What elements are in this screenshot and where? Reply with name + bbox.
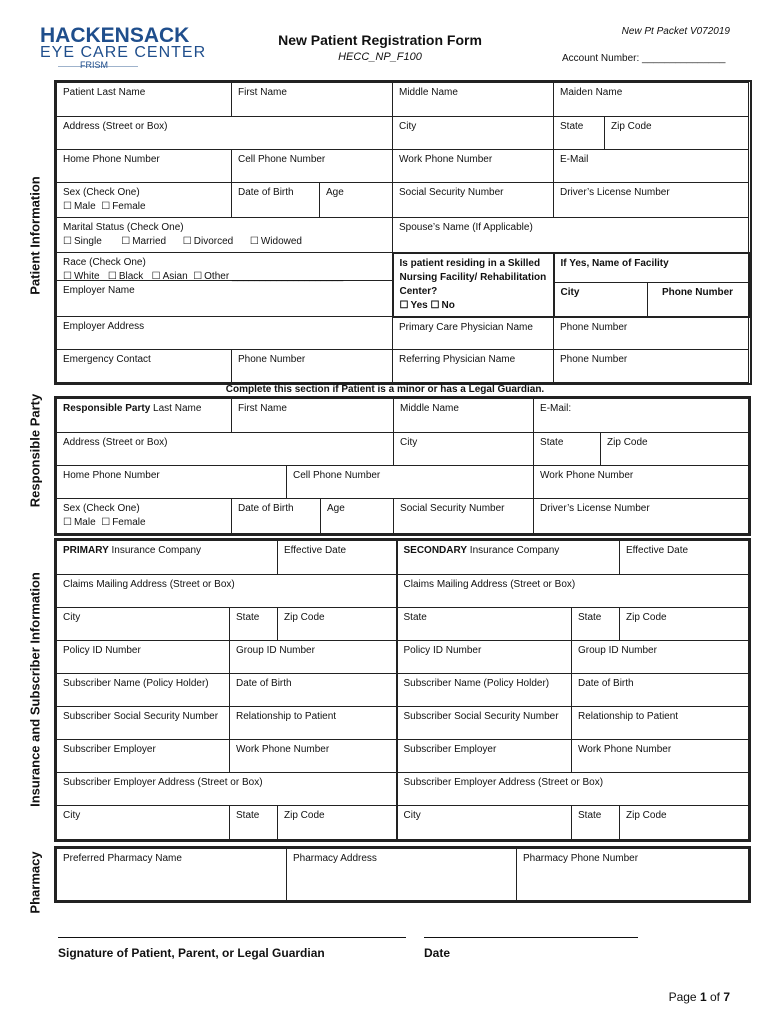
checkbox-single[interactable]: ☐ Single (63, 236, 102, 247)
responsible-party-table (56, 398, 749, 534)
checkbox-female[interactable]: ☐ Female (101, 201, 145, 212)
secondary-claims-field[interactable]: Claims Mailing Address (Street or Box) (397, 575, 749, 608)
primary-employer-address-field[interactable]: Subscriber Employer Address (Street or Box) (57, 773, 397, 806)
primary-emp-zip-field[interactable]: Zip Code (278, 806, 397, 840)
primary-emp-city-field[interactable]: City (57, 806, 230, 840)
patient-last-name-field[interactable]: Patient Last Name (57, 83, 232, 117)
resp-first-name-field[interactable]: First Name (232, 399, 394, 433)
primary-insurance-field[interactable]: PRIMARY Insurance Company (57, 541, 278, 575)
pharmacy-table (56, 848, 749, 901)
primary-effective-field[interactable]: Effective Date (278, 541, 397, 575)
pharmacy-phone-field[interactable]: Pharmacy Phone Number (517, 849, 749, 901)
secondary-state-field[interactable]: State (572, 608, 620, 641)
secondary-relationship-field[interactable]: Relationship to Patient (572, 707, 749, 740)
logo-title: HACKENSACK (40, 24, 190, 47)
form-code: HECC_NP_F100 (338, 51, 422, 63)
patient-sex-field[interactable]: Sex (Check One) ☐ Male ☐ Female (57, 183, 232, 218)
resp-age-field[interactable]: Age (321, 499, 394, 534)
resp-zip-field[interactable]: Zip Code (601, 433, 749, 466)
patient-age-field[interactable]: Age (320, 183, 393, 218)
nursing-facility-question[interactable]: Is patient residing in a Skilled Nursing Facility/ Rehabilitation Center? ☐ Yes ☐ No (393, 253, 554, 317)
section-label-insurance: Insurance and Subscriber Information (27, 572, 43, 807)
patient-emergency-field[interactable]: Emergency Contact (57, 350, 232, 383)
resp-last-name-field[interactable]: Responsible Party Last Name (57, 399, 232, 433)
resp-middle-name-field[interactable]: Middle Name (394, 399, 534, 433)
patient-address-field[interactable]: Address (Street or Box) (57, 117, 393, 150)
primary-subscriber-ssn-field[interactable]: Subscriber Social Security Number (57, 707, 230, 740)
logo-frism: FRISM (80, 60, 108, 70)
secondary-subscriber-name-field[interactable]: Subscriber Name (Policy Holder) (397, 674, 572, 707)
secondary-work-phone-field[interactable]: Work Phone Number (572, 740, 749, 773)
facility-city-field[interactable]: City (555, 283, 648, 316)
checkbox-yes[interactable]: ☐ Yes (400, 300, 428, 311)
patient-work-phone-field[interactable]: Work Phone Number (393, 150, 554, 183)
date-line[interactable] (424, 937, 638, 938)
resp-address-field[interactable]: Address (Street or Box) (57, 433, 394, 466)
pharmacy-address-field[interactable]: Pharmacy Address (287, 849, 517, 901)
form-title: New Patient Registration Form (278, 32, 482, 48)
checkbox-other[interactable]: ☐ Other ____________________ (193, 271, 343, 282)
patient-maiden-name-field[interactable]: Maiden Name (554, 83, 749, 117)
packet-version: New Pt Packet V072019 (621, 26, 730, 37)
secondary-subscriber-dob-field[interactable]: Date of Birth (572, 674, 749, 707)
patient-referring-phone-field[interactable]: Phone Number (554, 350, 749, 383)
facility-phone-field[interactable]: Phone Number (661, 286, 734, 298)
secondary-zip-field[interactable]: Zip Code (620, 608, 749, 641)
secondary-insurance-field[interactable]: SECONDARY Insurance Company (397, 541, 620, 575)
secondary-emp-state-field[interactable]: State (572, 806, 620, 840)
patient-race-employer-cell (57, 253, 393, 317)
patient-email-field[interactable]: E-Mail (554, 150, 749, 183)
checkbox-widowed[interactable]: ☐ Widowed (250, 236, 302, 247)
primary-emp-state-field[interactable]: State (230, 806, 278, 840)
facility-cell (554, 253, 749, 317)
resp-state-field[interactable]: State (534, 433, 601, 466)
resp-email-field[interactable]: E-Mail: (534, 399, 749, 433)
primary-claims-field[interactable]: Claims Mailing Address (Street or Box) (57, 575, 397, 608)
logo-subtitle: EYE CARE CENTER (40, 44, 207, 61)
resp-ssn-field[interactable]: Social Security Number (394, 499, 534, 534)
patient-dob-field[interactable]: Date of Birth (232, 183, 320, 218)
pharmacy-name-field[interactable]: Preferred Pharmacy Name (57, 849, 287, 901)
resp-checkbox-male[interactable]: ☐ Male (63, 517, 96, 528)
checkbox-asian[interactable]: ☐ Asian (152, 271, 188, 282)
checkbox-male[interactable]: ☐ Male (63, 201, 96, 212)
patient-info-table (56, 82, 750, 383)
patient-referring-field[interactable]: Referring Physician Name (393, 350, 554, 383)
checkbox-no[interactable]: ☐ No (431, 300, 455, 311)
resp-sex-field[interactable]: Sex (Check One) ☐ Male ☐ Female (57, 499, 232, 534)
resp-work-phone-field[interactable]: Work Phone Number (534, 466, 749, 499)
resp-license-field[interactable]: Driver’s License Number (534, 499, 749, 534)
secondary-effective-field[interactable]: Effective Date (620, 541, 749, 575)
primary-city-field[interactable]: City (57, 608, 230, 641)
account-number-field[interactable]: Account Number: _______________ (562, 53, 726, 64)
patient-first-name-field[interactable]: First Name (232, 83, 393, 117)
primary-subscriber-dob-field[interactable]: Date of Birth (230, 674, 397, 707)
secondary-emp-city-field[interactable]: City (397, 806, 572, 840)
patient-race-field[interactable]: Race (Check One) ☐ White ☐ Black ☐ Asian ☐ Other ____________________ (57, 253, 392, 281)
section-label-pharmacy: Pharmacy (27, 851, 43, 914)
signature-label: Signature of Patient, Parent, or Legal Guardian (58, 946, 325, 960)
signature-line[interactable] (58, 937, 406, 938)
section-label-patient: Patient Information (27, 176, 43, 295)
patient-middle-name-field[interactable]: Middle Name (393, 83, 554, 117)
checkbox-white[interactable]: ☐ White (63, 271, 100, 282)
responsible-note: Complete this section if Patient is a minor or has a Legal Guardian. (225, 384, 545, 395)
primary-subscriber-name-field[interactable]: Subscriber Name (Policy Holder) (57, 674, 230, 707)
checkbox-married[interactable]: ☐ Married (121, 236, 166, 247)
checkbox-divorced[interactable]: ☐ Divorced (183, 236, 233, 247)
primary-group-field[interactable]: Group ID Number (230, 641, 397, 674)
patient-employer-address-field[interactable]: Employer Address (57, 317, 393, 350)
patient-pcp-phone-field[interactable]: Phone Number (554, 317, 749, 350)
primary-subscriber-employer-field[interactable]: Subscriber Employer (57, 740, 230, 773)
secondary-subscriber-ssn-field[interactable]: Subscriber Social Security Number (397, 707, 572, 740)
primary-work-phone-field[interactable]: Work Phone Number (230, 740, 397, 773)
insurance-table (56, 540, 749, 840)
secondary-subscriber-employer-field[interactable]: Subscriber Employer (397, 740, 572, 773)
patient-marital-field[interactable]: Marital Status (Check One) ☐ Single ☐ Married ☐ Divorced ☐ Widowed (57, 218, 393, 253)
date-label: Date (424, 946, 451, 960)
secondary-policy-field[interactable]: Policy ID Number (397, 641, 572, 674)
secondary-employer-address-field[interactable]: Subscriber Employer Address (Street or Box) (397, 773, 749, 806)
patient-state-field[interactable]: State (554, 117, 605, 150)
patient-license-field[interactable]: Driver’s License Number (554, 183, 749, 218)
patient-home-phone-field[interactable]: Home Phone Number (57, 150, 232, 183)
resp-city-field[interactable]: City (394, 433, 534, 466)
resp-home-phone-field[interactable]: Home Phone Number (57, 466, 287, 499)
patient-pcp-field[interactable]: Primary Care Physician Name (393, 317, 554, 350)
secondary-group-field[interactable]: Group ID Number (572, 641, 749, 674)
resp-dob-field[interactable]: Date of Birth (232, 499, 321, 534)
patient-ssn-field[interactable]: Social Security Number (393, 183, 554, 218)
patient-employer-field[interactable]: Employer Name (63, 285, 135, 296)
checkbox-black[interactable]: ☐ Black (108, 271, 143, 282)
patient-cell-phone-field[interactable]: Cell Phone Number (232, 150, 393, 183)
secondary-emp-zip-field[interactable]: Zip Code (620, 806, 749, 840)
resp-checkbox-female[interactable]: ☐ Female (101, 517, 145, 528)
resp-cell-phone-field[interactable]: Cell Phone Number (287, 466, 534, 499)
primary-relationship-field[interactable]: Relationship to Patient (230, 707, 397, 740)
page-number: Page 1 of 7 (668, 990, 730, 1004)
patient-emergency-phone-field[interactable]: Phone Number (232, 350, 393, 383)
secondary-state-label-field[interactable]: State (397, 608, 572, 641)
facility-name-field[interactable]: If Yes, Name of Facility (560, 257, 669, 269)
patient-spouse-field[interactable]: Spouse’s Name (If Applicable) (393, 218, 749, 253)
section-label-responsible: Responsible Party (27, 393, 43, 508)
primary-policy-field[interactable]: Policy ID Number (57, 641, 230, 674)
primary-state-field[interactable]: State (230, 608, 278, 641)
primary-zip-field[interactable]: Zip Code (278, 608, 397, 641)
patient-zip-field[interactable]: Zip Code (605, 117, 749, 150)
patient-city-field[interactable]: City (393, 117, 554, 150)
